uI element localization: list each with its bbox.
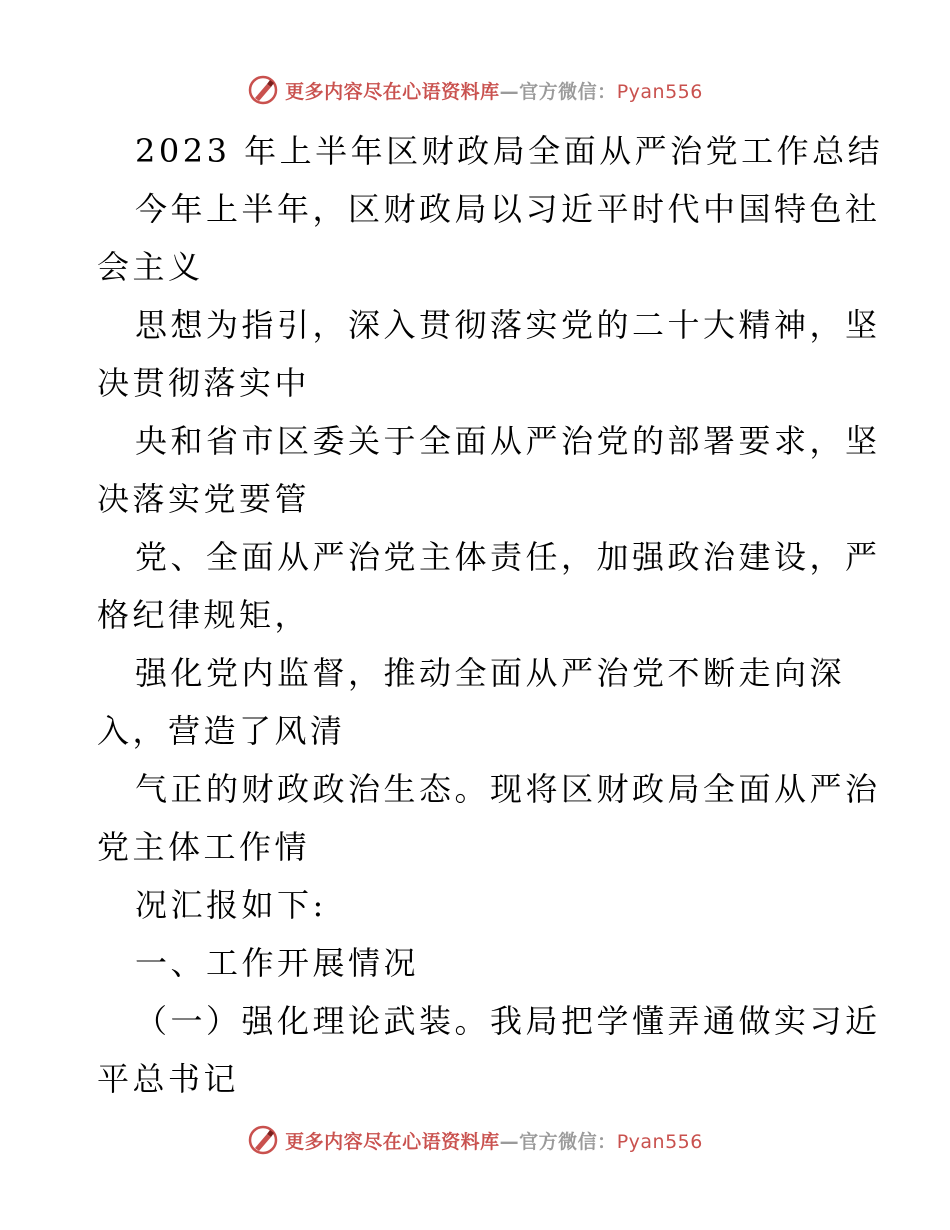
text-line: 思想为指引，深入贯彻落实党的二十大精神，坚 xyxy=(135,306,881,344)
text-line: 况汇报如下: xyxy=(135,886,327,924)
text-line: 会主义 xyxy=(97,248,204,286)
text-line: 央和省市区委关于全面从严治党的部署要求，坚 xyxy=(135,422,881,460)
header-watermark xyxy=(0,70,950,110)
text-line: 决落实党要管 xyxy=(97,480,311,518)
text-line: 党、全面从严治党主体责任，加强政治建设，严 xyxy=(135,538,881,576)
text-line: （一）强化理论武装。我局把学懂弄通做实习近 xyxy=(135,1002,881,1040)
text-line: 平总书记 xyxy=(97,1060,240,1098)
text-line: 格纪律规矩， xyxy=(97,596,311,634)
watermark-wechat-id: Pyan556 xyxy=(616,1130,703,1153)
text-line: 今年上半年，区财政局以习近平时代中国特色社 xyxy=(135,190,881,228)
document-title: 2023 年上半年区财政局全面从严治党工作总结 xyxy=(135,132,884,170)
watermark-wechat-label: —官方微信： xyxy=(499,80,617,103)
watermark-site: 更多内容尽在心语资料库 xyxy=(285,80,500,103)
text-line: 一、工作开展情况 xyxy=(135,944,420,982)
text-line: 入，营造了风清 xyxy=(97,712,346,750)
text-line: 气正的财政政治生态。现将区财政局全面从严治 xyxy=(135,770,881,808)
watermark-text xyxy=(285,77,703,104)
footer-watermark xyxy=(0,1120,950,1160)
watermark-wechat-id: Pyan556 xyxy=(616,80,703,103)
pen-logo-icon xyxy=(247,1124,279,1156)
watermark-wechat-label: —官方微信： xyxy=(499,1130,617,1153)
text-line: 决贯彻落实中 xyxy=(97,364,311,402)
watermark-text xyxy=(285,1127,703,1154)
document-body xyxy=(97,122,884,1108)
pen-logo-icon xyxy=(247,74,279,106)
text-line: 党主体工作情 xyxy=(97,828,311,866)
text-line: 强化党内监督，推动全面从严治党不断走向深 xyxy=(135,654,846,692)
watermark-site: 更多内容尽在心语资料库 xyxy=(285,1130,500,1153)
